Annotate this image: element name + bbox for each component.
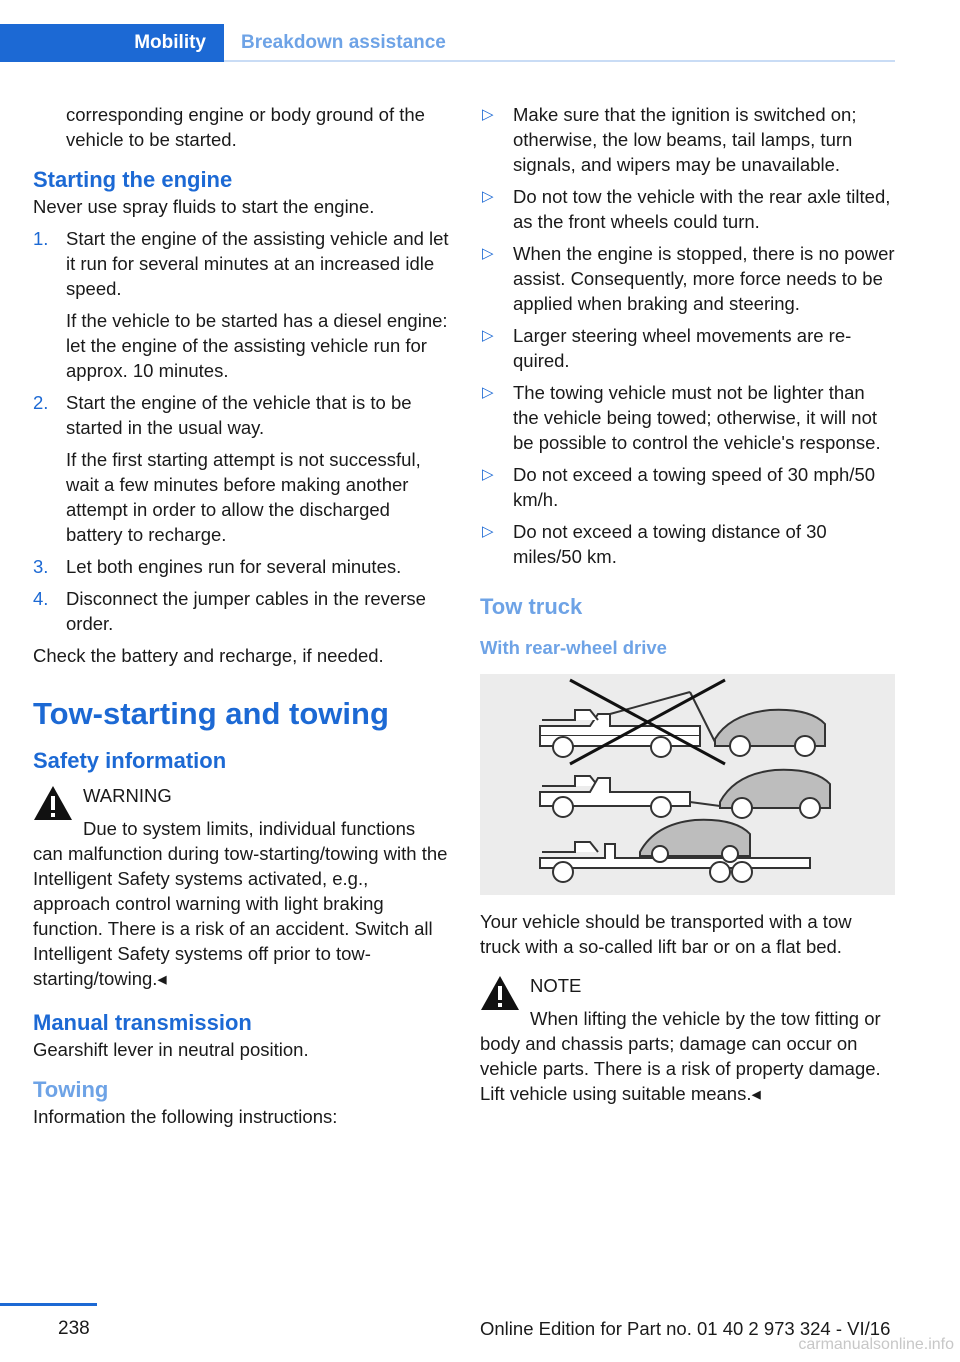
bullet-triangle-icon: ▷ (482, 327, 494, 344)
step-number: 2. (33, 392, 49, 413)
step-number: 3. (33, 556, 49, 577)
bullet-text: The towing vehicle must not be lighter than the vehicle being towed; otherwise, it will not be possible to control the vehicle's response. (513, 382, 881, 453)
list-item (480, 184, 895, 234)
warning-label: WARNING (83, 785, 172, 806)
tow-truck-illustration (480, 674, 895, 895)
towing-heading: Towing (33, 1077, 109, 1102)
starting-intro: Never use spray fluids to start the engine. (33, 196, 375, 217)
safety-heading: Safety information (33, 748, 227, 773)
right-column (480, 102, 895, 1106)
step-text: Start the engine of the vehicle that is to be started in the usual way. (66, 392, 412, 438)
tow-truck-diagram (480, 674, 895, 895)
note-label: NOTE (530, 975, 582, 996)
list-item (480, 102, 895, 177)
step-text: Start the engine of the assisting vehicle and let it run for several minutes at an increased idle speed. (66, 228, 449, 299)
manual-transmission-text: Gearshift lever in neutral position. (33, 1039, 309, 1060)
bullet-triangle-icon: ▷ (482, 245, 494, 262)
note-text: When lifting the vehicle by the tow fitting or body and chassis parts; damage can occur on vehicle parts. There is a risk of property damage. Lift vehicle using suitable means.◂ (480, 1008, 881, 1104)
note-triangle-icon (480, 975, 520, 1011)
list-item (480, 519, 895, 569)
bullet-triangle-icon: ▷ (482, 523, 494, 540)
tow-section-heading: Tow-starting and towing (33, 696, 389, 731)
starting-steps (33, 226, 449, 636)
warning-box (33, 783, 449, 991)
page-number-rule (0, 1303, 97, 1306)
step-number: 4. (33, 588, 49, 609)
bullet-triangle-icon: ▷ (482, 188, 494, 205)
edition-footer: Online Edition for Part no. 01 40 2 973 324 - VI/16 (480, 1318, 891, 1339)
step-text: Let both engines run for several minutes. (66, 556, 402, 577)
page-header (0, 24, 895, 62)
list-item (480, 323, 895, 373)
step-subtext: If the vehicle to be started has a diesel engine: let the engine of the assisting vehicle run for approx. 10 minutes. (66, 310, 448, 381)
list-item (33, 586, 449, 636)
starting-heading: Starting the engine (33, 167, 233, 192)
rear-wheel-drive-heading: With rear-wheel drive (480, 637, 667, 658)
list-item (33, 226, 449, 383)
header-subsection: Breakdown assistance (241, 32, 446, 53)
step-number: 1. (33, 228, 49, 249)
bullet-text: Do not exceed a towing speed of 30 mph/50 km/h. (513, 464, 876, 510)
warning-triangle-icon (33, 785, 73, 821)
bullet-text: Do not exceed a towing distance of 30 miles/50 km. (513, 521, 827, 567)
bullet-triangle-icon: ▷ (482, 384, 494, 401)
header-underline (224, 60, 895, 62)
page-number: 238 (58, 1318, 90, 1339)
watermark: carmanualsonline.info (798, 1336, 954, 1353)
list-item (33, 390, 449, 547)
list-item (480, 462, 895, 512)
transport-text: Your vehicle should be transported with a tow truck with a so-called lift bar or on a flat bed. (480, 911, 852, 957)
bullet-text: Do not tow the vehicle with the rear axle tilted, as the front wheels could turn. (513, 186, 891, 232)
towing-text: Information the following instructions: (33, 1106, 338, 1127)
left-column (33, 102, 449, 1129)
header-section-tab: Mobility (0, 24, 224, 62)
list-item (480, 241, 895, 316)
step-text: Disconnect the jumper cables in the reverse order. (66, 588, 426, 634)
bullet-text: Larger steering wheel movements are required. (513, 325, 852, 371)
step-subtext: If the first starting attempt is not successful, wait a few minutes before making another attempt in order to allow the discharged battery to recharge. (66, 449, 421, 545)
towing-instructions-list (480, 102, 895, 569)
intro-text: corresponding engine or body ground of the vehicle to be started. (66, 104, 425, 150)
check-battery-text: Check the battery and recharge, if needed. (33, 645, 384, 666)
bullet-text: Make sure that the ignition is switched on; otherwise, the low beams, tail lamps, turn signals, and wipers may be unavailable. (513, 104, 857, 175)
list-item (33, 554, 449, 579)
tow-truck-heading: Tow truck (480, 594, 583, 619)
manual-transmission-heading: Manual transmission (33, 1010, 252, 1035)
bullet-text: When the engine is stopped, there is no power assist. Consequently, more force needs to be applied when braking and steering. (513, 243, 895, 314)
bullet-triangle-icon: ▷ (482, 466, 494, 483)
bullet-triangle-icon: ▷ (482, 106, 494, 123)
note-box (480, 973, 895, 1106)
warning-text: Due to system limits, individual functions can malfunction during tow-starting/towing with the Intelligent Safety systems activated, e.g., approach control warning with light braking function. There is a risk of an accident. Switch all Intelligent Safety systems off prior to tow-starting/towing.◂ (33, 818, 448, 989)
list-item (480, 380, 895, 455)
